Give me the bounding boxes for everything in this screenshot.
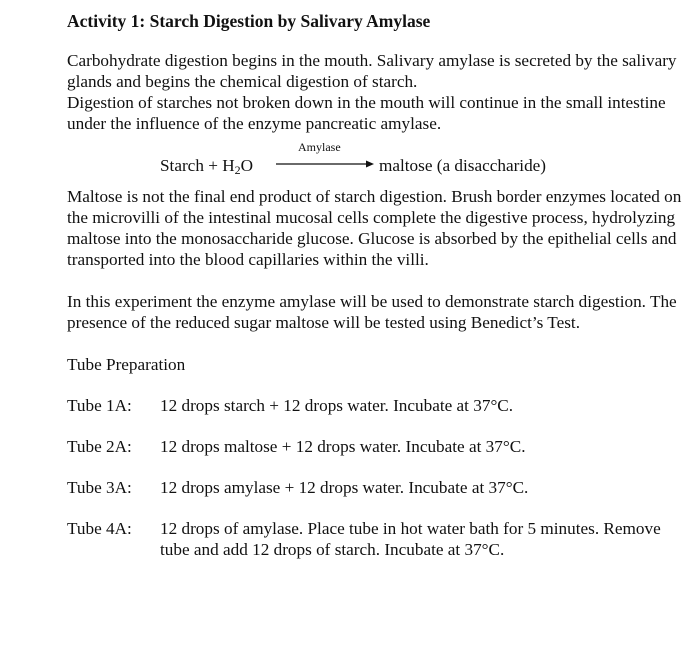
digestion-equation	[67, 134, 687, 182]
maltose-paragraph: Maltose is not the final end product of starch digestion. Brush border enzymes located on the microvilli of the intestinal mucosal cells complete the digestive process, hydrolyzing maltose into the monosaccharide glucose. Glucose is absorbed by the epithelial cells and transported into the blood capillaries within the villi.	[67, 187, 682, 269]
water-subscript: 2	[234, 163, 241, 177]
intro-line-1: Carbohydrate digestion begins in the mouth. Salivary amylase is secreted by the salivary glands and begins the chemical digestion of starch.	[67, 51, 677, 91]
tube-2a	[67, 436, 687, 457]
document-page	[67, 9, 687, 560]
tube-4a-text: 12 drops of amylase. Place tube in hot water bath for 5 minutes. Remove tube and add 12 drops of starch. Incubate at 37°C.	[160, 519, 661, 559]
tube-preparation-heading: Tube Preparation	[67, 355, 186, 374]
activity-title: Activity 1: Starch Digestion by Salivary Amylase	[67, 11, 431, 31]
tube-2a-text: 12 drops maltose + 12 drops water. Incubate at 37°C.	[160, 437, 526, 456]
equation-reactants	[160, 155, 253, 176]
tube-1a	[67, 395, 687, 416]
reaction-arrow-icon	[276, 157, 374, 171]
tube-3a	[67, 477, 687, 498]
tube-1a-text: 12 drops starch + 12 drops water. Incubate at 37°C.	[160, 396, 514, 415]
experiment-paragraph: In this experiment the enzyme amylase will be used to demonstrate starch digestion. The presence of the reduced sugar maltose will be tested using Benedict’s Test.	[67, 292, 677, 332]
intro-line-2: Digestion of starches not broken down in the mouth will continue in the small intestine under the influence of the enzyme pancreatic amylase.	[67, 93, 666, 133]
reactants-text: Starch + H	[160, 156, 235, 175]
tube-3a-label: Tube 3A:	[67, 478, 132, 497]
equation-product: maltose (a disaccharide)	[379, 156, 547, 175]
tube-4a-label: Tube 4A:	[67, 519, 132, 538]
tube-2a-label: Tube 2A:	[67, 437, 132, 456]
oxygen-text: O	[240, 156, 254, 175]
intro-paragraph	[67, 50, 687, 134]
enzyme-label: Amylase	[298, 140, 341, 154]
tube-3a-text: 12 drops amylase + 12 drops water. Incubate at 37°C.	[160, 478, 529, 497]
tube-1a-label: Tube 1A:	[67, 396, 132, 415]
tube-4a	[67, 518, 687, 560]
